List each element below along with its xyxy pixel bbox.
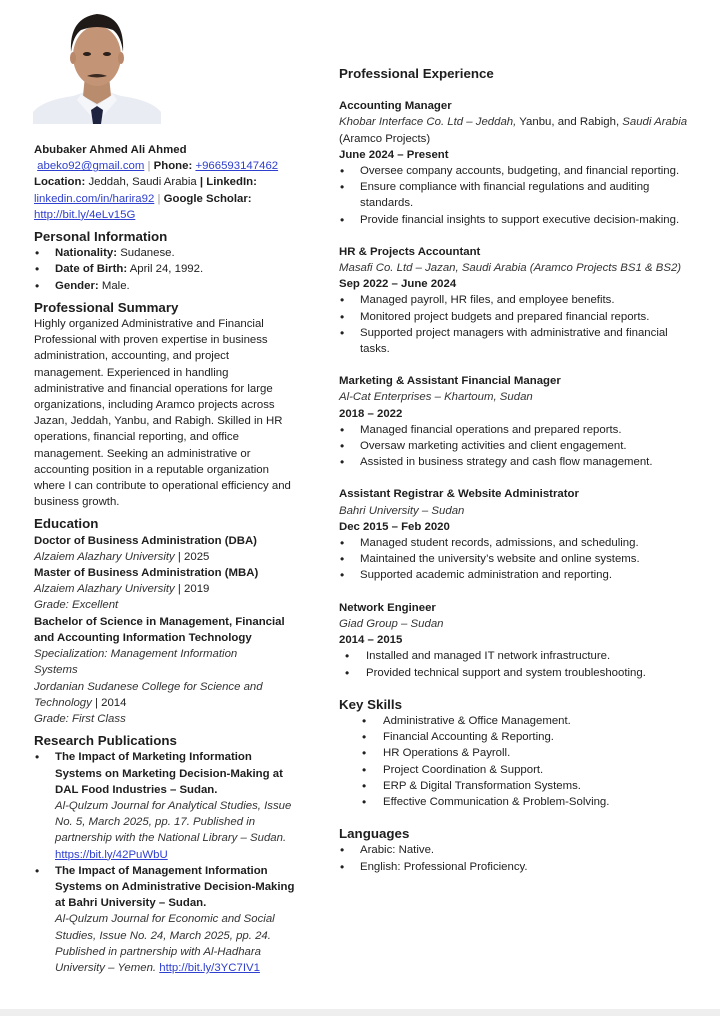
job-company <box>339 114 699 146</box>
key-skills-section <box>339 697 699 810</box>
job-role: Network Engineer <box>339 601 436 614</box>
publication-details: Al-Qulzum Journal for Analytical Studies, Issue No. 5, March 2025, pp. 17. Published in partnership with the National Library – Sudan. <box>55 799 292 845</box>
section-title: Research Publications <box>34 733 177 749</box>
job-dates: 2014 – 2015 <box>339 634 403 647</box>
section-title: Education <box>34 516 99 532</box>
research-publications-section <box>34 733 329 976</box>
field-value: Male. <box>101 279 130 292</box>
list-item <box>34 245 329 261</box>
email-link[interactable]: abeko92@gmail.com <box>37 160 145 173</box>
summary-text: Highly organized Administrative and Financial Professional with proven expertise in business administration, accounting, and project management. Experienced in handling administrative and financial operations for large organizations, including Aramco projects across Jazan, Jeddah, Yanbu, and Rabigh. Skilled in HR operations, financial reporting, and office management. Seeking an administrative or accounting position in a reputable organization where I can contribute to operational efficiency and business growth. <box>34 318 291 509</box>
field-label: Nationality: <box>55 247 118 260</box>
linkedin-label: LinkedIn: <box>206 176 257 189</box>
degree-school-line: Alzaiem Alazhary University | 2019 <box>34 583 210 596</box>
publication-link[interactable]: http://bit.ly/3YC7IV1 <box>159 961 260 974</box>
separator: | <box>199 176 204 189</box>
right-column <box>339 66 699 875</box>
job-dates: 2018 – 2022 <box>339 407 403 420</box>
job-entry <box>339 98 699 228</box>
section-title: Languages <box>339 826 410 842</box>
list-item: • Installed and managed IT network infrastructure. <box>339 648 699 664</box>
job-role: Accounting Manager <box>339 100 452 113</box>
field-label: Gender: <box>55 279 99 292</box>
languages-section <box>339 826 699 875</box>
degree-title: Bachelor of Science in Management, Financial and Accounting Information Technology <box>34 615 285 644</box>
job-company: Bahri University – Sudan <box>339 504 465 517</box>
list-item: • Maintained the university’s website and online systems. <box>339 551 699 567</box>
list-item: • Managed student records, admissions, and scheduling. <box>339 535 699 551</box>
company-locations: Yanbu, and Rabigh, <box>516 116 620 129</box>
contact-line-1 <box>34 158 329 174</box>
job-company: Masafi Co. Ltd – Jazan, Saudi Arabia (Aramco Projects BS1 & BS2) <box>339 262 682 275</box>
list-item: • Provide financial insights to support executive decision-making. <box>339 212 699 228</box>
scholar-link[interactable]: http://bit.ly/4eLv15G <box>34 208 136 221</box>
publication-title: • The Impact of Marketing Information Systems on Marketing Decision-Making at DAL Food Industries – Sudan. <box>55 751 283 796</box>
job-role: Marketing & Assistant Financial Manager <box>339 375 561 388</box>
field-label: Date of Birth: <box>55 263 128 276</box>
company-note: (Aramco Projects) <box>339 132 431 145</box>
job-dates: Dec 2015 – Feb 2020 <box>339 520 450 533</box>
contact-line-2 <box>34 174 329 190</box>
degree-grade: Grade: Excellent <box>34 599 119 612</box>
skill-item: • Administrative & Office Management. <box>339 713 699 729</box>
job-dates: June 2024 – Present <box>339 148 449 161</box>
section-title: Professional Summary <box>34 299 179 315</box>
separator: | <box>157 192 161 205</box>
list-item: • Monitored project budgets and prepared financial reports. <box>339 309 699 325</box>
phone-label: Phone: <box>153 160 193 173</box>
job-entry <box>339 600 699 681</box>
list-item <box>34 261 329 277</box>
language-item: • Arabic: Native. <box>339 842 699 858</box>
list-item: • Managed financial operations and prepared reports. <box>339 422 699 438</box>
publication-details-line <box>55 911 296 976</box>
publication-title: • The Impact of Management Information Systems on Administrative Decision-Making at Bahri University – Sudan. <box>55 864 295 910</box>
professional-summary-section <box>34 300 329 511</box>
list-item: • Supported academic administration and reporting. <box>339 567 699 583</box>
personal-information-section <box>34 229 329 294</box>
degree-title: Master of Business Administration (MBA) <box>34 567 259 580</box>
section-title: Key Skills <box>339 696 402 712</box>
job-dates: Sep 2022 – June 2024 <box>339 278 457 291</box>
list-item: • Assisted in business strategy and cash flow management. <box>339 454 699 470</box>
company-name: Khobar Interface Co. Ltd – Jeddah, <box>339 116 517 129</box>
page-bottom-edge <box>0 1009 720 1016</box>
degree-grade: Grade: First Class <box>34 712 126 725</box>
contact-header <box>34 142 329 976</box>
degree-school-line: Jordanian Sudanese College for Science and Technology | 2014 <box>34 680 263 709</box>
school-name: Alzaiem Alazhary University <box>34 550 175 563</box>
list-item <box>34 278 329 294</box>
job-entry <box>339 373 699 470</box>
skill-item: • Financial Accounting & Reporting. <box>339 729 699 745</box>
phone-link[interactable]: +966593147462 <box>195 160 279 173</box>
contact-line-3 <box>34 191 329 207</box>
publication-item <box>34 863 296 976</box>
language-item: • English: Professional Proficiency. <box>339 859 699 875</box>
list-item: • Managed payroll, HR files, and employee benefits. <box>339 292 699 308</box>
job-entry <box>339 486 699 583</box>
job-company: Giad Group – Sudan <box>339 617 444 630</box>
location-label: Location: <box>34 176 86 189</box>
separator: | <box>147 160 151 173</box>
field-value: Sudanese. <box>120 247 175 260</box>
degree-year: 2025 <box>184 550 210 563</box>
list-item: • Supported project managers with administrative and financial tasks. <box>339 325 699 357</box>
education-section <box>34 516 329 727</box>
degree-year: 2019 <box>184 583 210 596</box>
job-company: Al-Cat Enterprises – Khartoum, Sudan <box>339 391 533 404</box>
scholar-label: Google Scholar: <box>163 192 252 205</box>
publication-link[interactable]: https://bit.ly/42PuWbU <box>55 848 168 861</box>
publication-item <box>34 749 296 862</box>
school-name: Jordanian Sudanese College for Science and Technology <box>34 680 263 709</box>
company-country: Saudi Arabia <box>619 116 688 129</box>
skill-item: • Effective Communication & Problem-Solving. <box>339 794 699 810</box>
school-name: Alzaiem Alazhary University <box>34 583 175 596</box>
location-value: Jeddah, Saudi Arabia <box>88 176 197 189</box>
publication-details: Al-Qulzum Journal for Economic and Social Studies, Issue No. 24, March 2025, pp. 24. Published in partnership with Al-Hadhara University – Yemen. <box>55 913 275 974</box>
publication-details-line <box>55 798 296 863</box>
degree-specialization: Specialization: Management Information Systems <box>34 648 238 677</box>
skill-item: • Project Coordination & Support. <box>339 762 699 778</box>
skill-item: • ERP & Digital Transformation Systems. <box>339 778 699 794</box>
job-role: Assistant Registrar & Website Administrator <box>339 488 579 501</box>
contact-line-4 <box>34 207 329 223</box>
list-item: • Oversaw marketing activities and client engagement. <box>339 438 699 454</box>
linkedin-link[interactable]: linkedin.com/in/harira92 <box>34 192 155 205</box>
degree-title: Doctor of Business Administration (DBA) <box>34 534 257 547</box>
profile-photo <box>33 0 161 124</box>
candidate-name: Abubaker Ahmed Ali Ahmed <box>34 144 187 156</box>
section-title: Professional Experience <box>339 66 494 81</box>
list-item: • Provided technical support and system troubleshooting. <box>339 665 699 681</box>
list-item: • Oversee company accounts, budgeting, and financial reporting. <box>339 163 699 179</box>
field-value: April 24, 1992. <box>129 263 204 276</box>
skill-item: • HR Operations & Payroll. <box>339 745 699 761</box>
degree-year: 2014 <box>101 696 127 709</box>
section-title: Personal Information <box>34 229 168 245</box>
list-item: • Ensure compliance with financial regulations and auditing standards. <box>339 179 699 211</box>
job-entry <box>339 244 699 357</box>
job-role: HR & Projects Accountant <box>339 245 481 258</box>
degree-school-line: Alzaiem Alazhary University | 2025 <box>34 550 210 563</box>
